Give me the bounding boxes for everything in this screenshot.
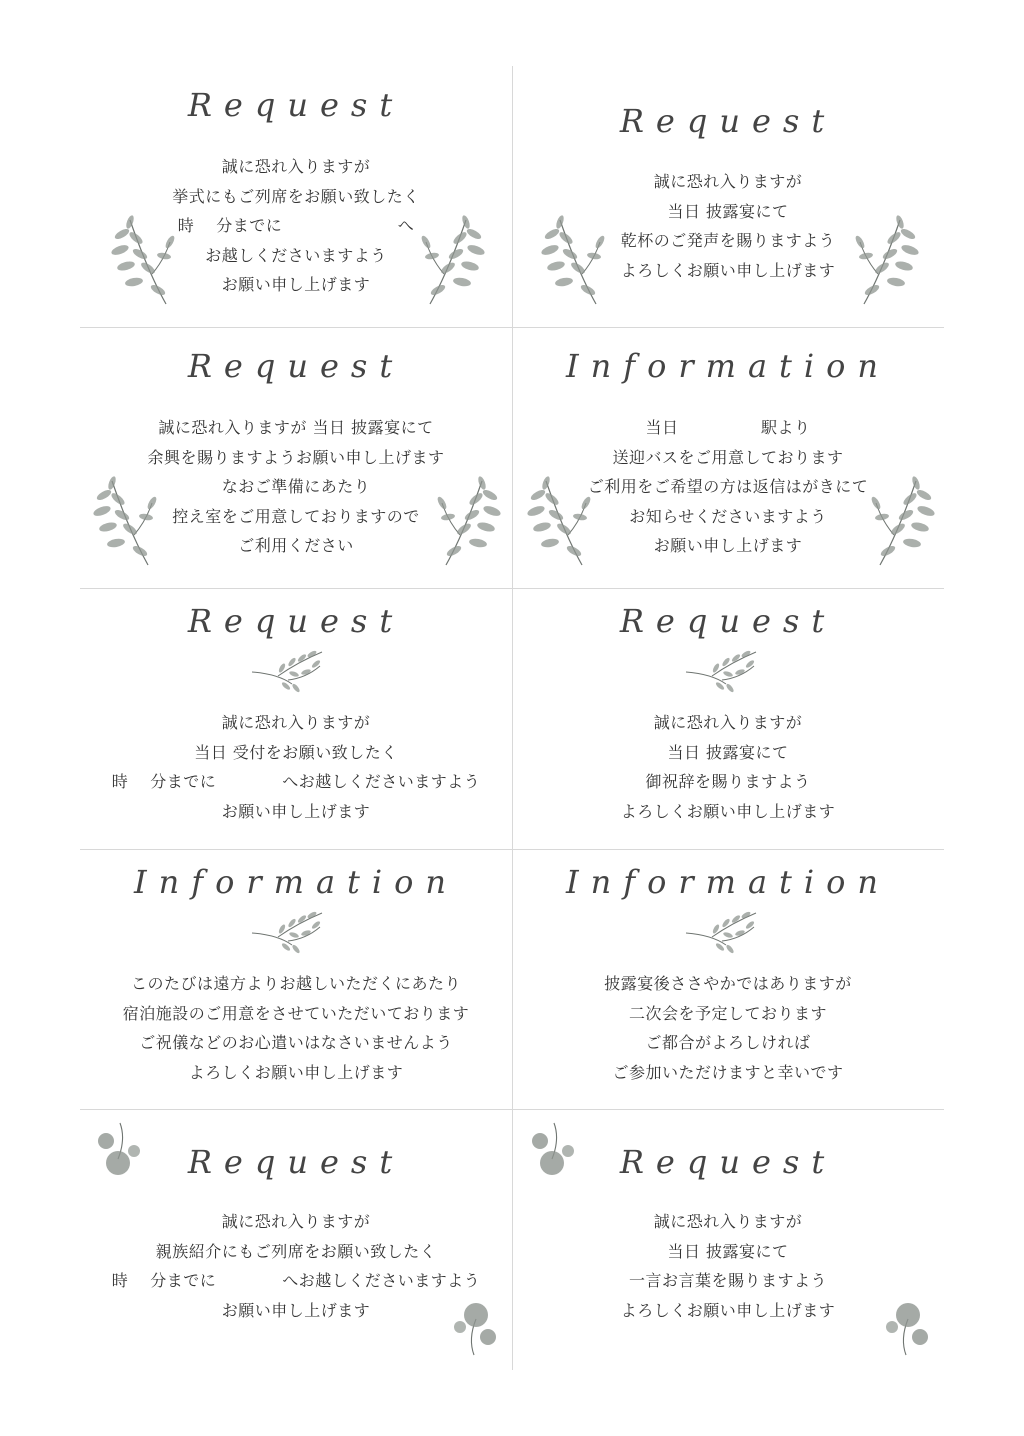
request-card-reception xyxy=(80,588,512,849)
message-line: お願い申し上げます xyxy=(221,275,371,294)
message-line: 誠に恐れ入りますが 当日 披露宴にて xyxy=(158,418,434,437)
leaf-sprig-right-icon xyxy=(850,212,922,308)
message-line: お願い申し上げます xyxy=(221,801,371,821)
message-line: 親族紹介にもご列席をお願い致したく xyxy=(155,1241,437,1261)
message-line: 誠に恐れ入りますが xyxy=(653,1212,803,1231)
card-title: Request xyxy=(619,1143,837,1181)
message-line: 当日 駅より xyxy=(645,418,811,437)
message-line: ご都合がよろしければ xyxy=(645,1033,811,1052)
card-title: Request xyxy=(619,102,837,140)
message-line: 控え室をご用意しておりますので xyxy=(172,506,420,526)
message-line: 当日 披露宴にて xyxy=(667,742,789,762)
message-line: なおご準備にあたり xyxy=(221,477,371,496)
information-card-shuttle-bus xyxy=(512,327,944,588)
leaf-sprig-left-icon xyxy=(90,473,162,569)
message-line: 当日 受付をお願い致したく xyxy=(194,742,398,762)
leaf-branch-icon xyxy=(248,909,328,957)
leaf-sprig-left-icon xyxy=(538,212,610,308)
request-card-congratulatory-speech xyxy=(512,588,944,849)
card-title: Request xyxy=(187,602,405,640)
message-line: 誠に恐れ入りますが xyxy=(221,713,371,732)
leaf-sprig-left-icon xyxy=(524,473,596,569)
card-title: Request xyxy=(187,1143,405,1181)
eucalyptus-icon xyxy=(448,1297,504,1359)
message-line: 誠に恐れ入りますが xyxy=(653,172,803,191)
message-line: よろしくお願い申し上げます xyxy=(620,801,836,821)
message-line: 時 分までに へ xyxy=(177,216,415,235)
card-title: Information xyxy=(133,863,459,901)
card-title: Information xyxy=(565,347,891,385)
message-line: 時 分までに へお越しくださいますよう xyxy=(111,772,481,791)
message-line: お願い申し上げます xyxy=(221,1300,371,1320)
request-card-short-speech xyxy=(512,1109,944,1370)
message-line: ご祝儀などのお心遣いはなさいませんよう xyxy=(139,1033,453,1052)
message-line: 誠に恐れ入りますが xyxy=(653,713,803,732)
card-message xyxy=(512,708,944,826)
message-line: 御祝辞を賜りますよう xyxy=(645,772,811,791)
leaf-sprig-right-icon xyxy=(432,473,504,569)
message-line: 乾杯のご発声を賜りますよう xyxy=(620,231,836,250)
message-line: 余興を賜りますようお願い申し上げます xyxy=(147,447,445,467)
request-card-toast xyxy=(512,66,944,327)
message-line: 時 分までに へお越しくださいますよう xyxy=(111,1271,481,1290)
leaf-sprig-right-icon xyxy=(416,212,488,308)
card-title: Request xyxy=(619,602,837,640)
message-line: お知らせくださいますよう xyxy=(629,506,827,526)
card-message xyxy=(80,708,512,826)
message-line: 宿泊施設のご用意をさせていただいております xyxy=(122,1003,470,1023)
leaf-branch-icon xyxy=(682,648,762,696)
message-line: お願い申し上げます xyxy=(653,536,803,555)
eucalyptus-icon xyxy=(880,1297,936,1359)
message-line: 当日 披露宴にて xyxy=(667,201,789,221)
information-card-accommodation xyxy=(80,849,512,1110)
message-line: お越しくださいますよう xyxy=(205,245,387,265)
request-card-family-introduction xyxy=(80,1109,512,1370)
message-line: よろしくお願い申し上げます xyxy=(188,1062,404,1082)
card-title: Request xyxy=(187,86,405,124)
card-message xyxy=(80,969,512,1087)
message-line: 一言お言葉を賜りますよう xyxy=(628,1271,827,1290)
card-message xyxy=(512,969,944,1087)
leaf-branch-icon xyxy=(248,648,328,696)
leaf-branch-icon xyxy=(682,909,762,957)
message-line: 披露宴後ささやかではありますが xyxy=(604,974,852,993)
leaf-sprig-left-icon xyxy=(108,212,180,308)
message-line: 二次会を予定しております xyxy=(628,1003,827,1023)
message-line: よろしくお願い申し上げます xyxy=(620,260,836,280)
message-line: ご利用ください xyxy=(238,536,354,555)
message-line: ご参加いただけますと幸いです xyxy=(612,1062,844,1082)
message-line: 当日 披露宴にて xyxy=(667,1241,789,1261)
request-card-performance xyxy=(80,327,512,588)
message-line: このたびは遠方よりお越しいただくにあたり xyxy=(130,974,461,993)
message-line: よろしくお願い申し上げます xyxy=(620,1300,836,1320)
card-title: Information xyxy=(565,863,891,901)
card-title: Request xyxy=(187,347,405,385)
leaf-sprig-right-icon xyxy=(866,473,938,569)
information-card-after-party xyxy=(512,849,944,1110)
message-line: 誠に恐れ入りますが xyxy=(221,1212,371,1231)
message-line: 挙式にもご列席をお願い致したく xyxy=(172,186,420,206)
request-card-ceremony xyxy=(80,66,512,327)
card-sheet xyxy=(80,66,944,1370)
message-line: 誠に恐れ入りますが xyxy=(221,157,371,176)
message-line: ご利用をご希望の方は返信はがきにて xyxy=(587,477,869,496)
message-line: 送迎バスをご用意しております xyxy=(612,447,844,467)
